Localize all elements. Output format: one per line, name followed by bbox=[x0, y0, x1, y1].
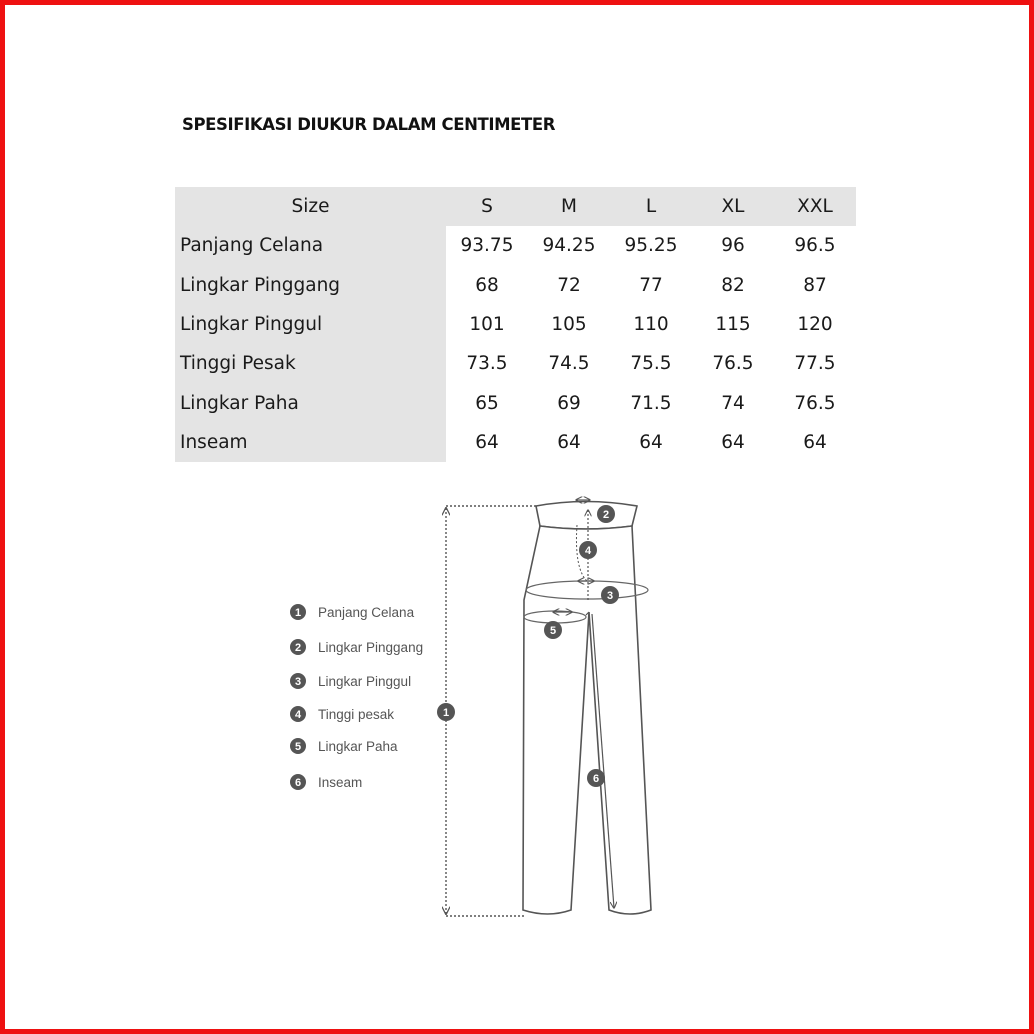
row-label: Lingkar Pinggang bbox=[175, 266, 446, 305]
table-cell: 76.5 bbox=[794, 392, 836, 414]
legend-number: 2 bbox=[294, 642, 302, 654]
table-cell: 120 bbox=[797, 314, 833, 336]
legend-number: 4 bbox=[294, 709, 302, 721]
table-cell: 76.5 bbox=[712, 353, 754, 375]
table-cell: 64 bbox=[721, 431, 745, 453]
table-cell: 105 bbox=[551, 314, 587, 336]
legend-number: 6 bbox=[294, 777, 302, 789]
legend-item bbox=[290, 639, 423, 655]
legend-number: 5 bbox=[294, 741, 302, 753]
marker-1-text: 1 bbox=[442, 707, 450, 719]
legend-label: Lingkar Paha bbox=[318, 739, 398, 754]
header-cell: S bbox=[446, 187, 528, 226]
legend bbox=[290, 604, 423, 790]
marker-2-text: 2 bbox=[602, 509, 610, 521]
table-cell: 72 bbox=[557, 274, 581, 296]
table-cell: 64 bbox=[803, 431, 827, 453]
header-cell: XXL bbox=[774, 187, 856, 226]
legend-number: 3 bbox=[294, 676, 302, 688]
marker-5-text: 5 bbox=[549, 625, 557, 637]
table-cell: 96 bbox=[721, 235, 745, 257]
table-cell: 77 bbox=[639, 274, 663, 296]
legend-item bbox=[290, 673, 411, 689]
legend-label: Inseam bbox=[318, 775, 363, 790]
legend-item bbox=[290, 706, 394, 722]
marker-4-text: 4 bbox=[584, 545, 592, 557]
marker-1 bbox=[437, 703, 455, 721]
table-cell: 74 bbox=[721, 392, 745, 414]
table-cell: 87 bbox=[803, 274, 827, 296]
table-cell: 115 bbox=[715, 314, 751, 336]
legend-item bbox=[290, 774, 362, 790]
table-cell: 75.5 bbox=[630, 353, 672, 375]
row-label: Lingkar Paha bbox=[175, 383, 446, 422]
marker-4 bbox=[579, 541, 597, 559]
table-cell: 95.25 bbox=[624, 235, 678, 257]
header-cell: M bbox=[528, 187, 610, 226]
table-cell: 73.5 bbox=[466, 353, 508, 375]
table-cell: 74.5 bbox=[548, 353, 590, 375]
table-cell: 93.75 bbox=[460, 235, 514, 257]
row-label: Tinggi Pesak bbox=[175, 344, 446, 383]
table-cell: 64 bbox=[639, 431, 663, 453]
marker-5 bbox=[544, 621, 562, 639]
legend-label: Lingkar Pinggul bbox=[318, 674, 412, 689]
row-label: Panjang Celana bbox=[175, 226, 446, 265]
table-cell: 68 bbox=[475, 274, 499, 296]
page-title: SPESIFIKASI DIUKUR DALAM CENTIMETER bbox=[182, 115, 556, 134]
row-label: Inseam bbox=[175, 423, 446, 462]
marker-2 bbox=[597, 505, 615, 523]
marker-6 bbox=[587, 769, 605, 787]
legend-item bbox=[290, 738, 398, 754]
marker-3 bbox=[601, 586, 619, 604]
table-cell: 71.5 bbox=[630, 392, 672, 414]
table-cell: 110 bbox=[633, 314, 669, 336]
legend-label: Lingkar Pinggang bbox=[318, 640, 424, 655]
table-cell: 82 bbox=[721, 274, 745, 296]
table-cell: 64 bbox=[475, 431, 499, 453]
legend-label: Tinggi pesak bbox=[318, 707, 395, 722]
marker-6-text: 6 bbox=[592, 773, 600, 785]
table-cell: 65 bbox=[475, 392, 499, 414]
table-cell: 101 bbox=[469, 314, 505, 336]
legend-label: Panjang Celana bbox=[318, 605, 415, 620]
header-cell: Size bbox=[175, 187, 446, 226]
row-label: Lingkar Pinggul bbox=[175, 305, 446, 344]
marker-3-text: 3 bbox=[606, 590, 614, 602]
table-cell: 96.5 bbox=[794, 235, 836, 257]
header-cell: XL bbox=[692, 187, 774, 226]
legend-number: 1 bbox=[294, 607, 302, 619]
table-cell: 69 bbox=[557, 392, 581, 414]
table-cell: 64 bbox=[557, 431, 581, 453]
legend-item bbox=[290, 604, 415, 620]
header-cell: L bbox=[610, 187, 692, 226]
waistband-shape bbox=[536, 502, 637, 530]
pants-illustration bbox=[523, 502, 651, 915]
table-cell: 94.25 bbox=[542, 235, 596, 257]
table-cell: 77.5 bbox=[794, 353, 836, 375]
